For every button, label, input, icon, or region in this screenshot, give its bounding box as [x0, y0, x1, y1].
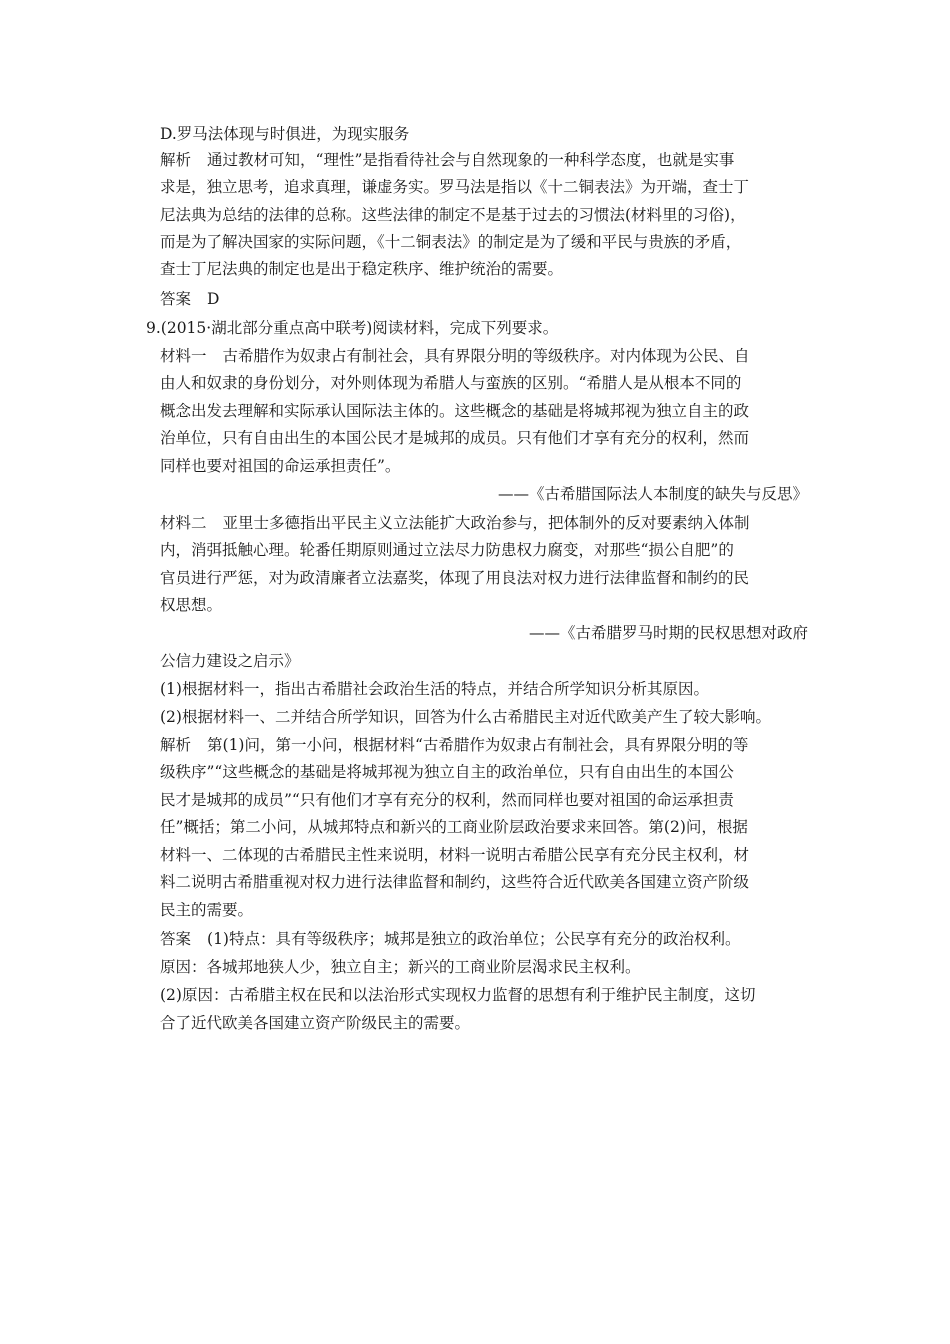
answer9-line-3: (2)原因：古希腊主权在民和以法治形式实现权力监督的思想有利于维护民主制度，这切	[160, 986, 756, 1004]
analysis8-line-5: 查士丁尼法典的制定也是出于稳定秩序、维护统治的需要。	[160, 260, 564, 278]
task-2: (2)根据材料一、二并结合所学知识，回答为什么古希腊民主对近代欧美产生了较大影响。	[160, 708, 771, 726]
analysis9-text-1: 第(1)问，第一小问，根据材料“古希腊作为奴隶占有制社会，具有界限分明的等	[207, 736, 749, 754]
material2-source-2: 公信力建设之启示》	[160, 652, 300, 670]
material1-line-3: 概念出发去理解和实际承认国际法主体的。这些概念的基础是将城邦视为独立自主的政	[160, 402, 750, 420]
analysis8-line-1	[160, 150, 810, 174]
material1-line-4: 治单位，只有自由出生的本国公民才是城邦的成员。只有他们才享有充分的权利，然而	[160, 429, 750, 447]
material1-line-1	[160, 346, 810, 370]
material1-label: 材料一	[160, 347, 207, 365]
material1-line-2: 由人和奴隶的身份划分，对外则体现为希腊人与蛮族的区别。“希腊人是从根本不同的	[160, 374, 742, 392]
analysis9-line-6: 料二说明古希腊重视对权力进行法律监督和制约，这些符合近代欧美各国建立资产阶级	[160, 873, 750, 891]
answer9-text-1: (1)特点：具有等级秩序；城邦是独立的政治单位；公民享有充分的政治权利。	[207, 930, 741, 948]
analysis8-label: 解析	[160, 151, 192, 169]
material1-text-1: 古希腊作为奴隶占有制社会，具有界限分明的等级秩序。对内体现为公民、自	[222, 347, 750, 365]
answer9-line-4: 合了近代欧美各国建立资产阶级民主的需要。	[160, 1014, 471, 1032]
answer8-value: D	[207, 290, 220, 308]
analysis8-line-2: 求是，独立思考，追求真理，谦虚务实。罗马法是指以《十二铜表法》为开端，查士丁	[160, 178, 750, 196]
analysis9-line-5: 材料一、二体现的古希腊民主性来说明，材料一说明古希腊公民享有充分民主权利，材	[160, 846, 750, 864]
analysis8-line-3: 尼法典为总结的法律的总称。这些法律的制定不是基于过去的习惯法(材料里的习俗)，	[160, 206, 746, 224]
material1-source: ——《古希腊国际法人本制度的缺失与反思》	[497, 485, 808, 503]
task-1: (1)根据材料一，指出古希腊社会政治生活的特点，并结合所学知识分析其原因。	[160, 680, 709, 698]
material2-label: 材料二	[160, 514, 207, 532]
question9-stem: 9.(2015·湖北部分重点高中联考)阅读材料，完成下列要求。	[146, 319, 559, 337]
analysis9-line-4: 任”概括；第二小问，从城邦特点和新兴的工商业阶层政治要求来回答。第(2)问，根据	[160, 818, 748, 836]
material2-line-2: 内，消弭抵触心理。轮番任期原则通过立法尽力防患权力腐变，对那些“损公自肥”的	[160, 541, 734, 559]
analysis9-line-1	[160, 735, 810, 759]
analysis9-label: 解析	[160, 736, 192, 754]
material2-text-1: 亚里士多德指出平民主义立法能扩大政治参与，把体制外的反对要素纳入体制	[222, 514, 750, 532]
material2-line-3: 官员进行严惩，对为政清廉者立法嘉奖，体现了用良法对权力进行法律监督和制约的民	[160, 569, 750, 587]
answer9-line-1	[160, 929, 810, 953]
analysis8-line-4: 而是为了解决国家的实际问题，《十二铜表法》的制定是为了缓和平民与贵族的矛盾，	[160, 233, 742, 251]
answer9-line-2: 原因：各城邦地狭人少，独立自主；新兴的工商业阶层渴求民主权利。	[160, 958, 641, 976]
analysis9-line-2: 级秩序”“这些概念的基础是将城邦视为独立自主的政治单位，只有自由出生的本国公	[160, 763, 734, 781]
analysis8-text-1: 通过教材可知，“理性”是指看待社会与自然现象的一种科学态度，也就是实事	[207, 151, 735, 169]
material2-line-4: 权思想。	[160, 596, 223, 614]
material2-line-1	[160, 513, 810, 537]
option-d: D.罗马法体现与时俱进，为现实服务	[160, 125, 410, 143]
analysis9-line-7: 民主的需要。	[160, 901, 254, 919]
material1-line-5: 同样也要对祖国的命运承担责任”。	[160, 457, 401, 475]
answer8-label: 答案	[160, 290, 192, 308]
answer9-label: 答案	[160, 930, 192, 948]
material2-source-1: ——《古希腊罗马时期的民权思想对政府	[528, 624, 808, 642]
answer8	[160, 289, 810, 313]
analysis9-line-3: 民才是城邦的成员”“只有他们才享有充分的权利，然而同样也要对祖国的命运承担责	[160, 791, 734, 809]
